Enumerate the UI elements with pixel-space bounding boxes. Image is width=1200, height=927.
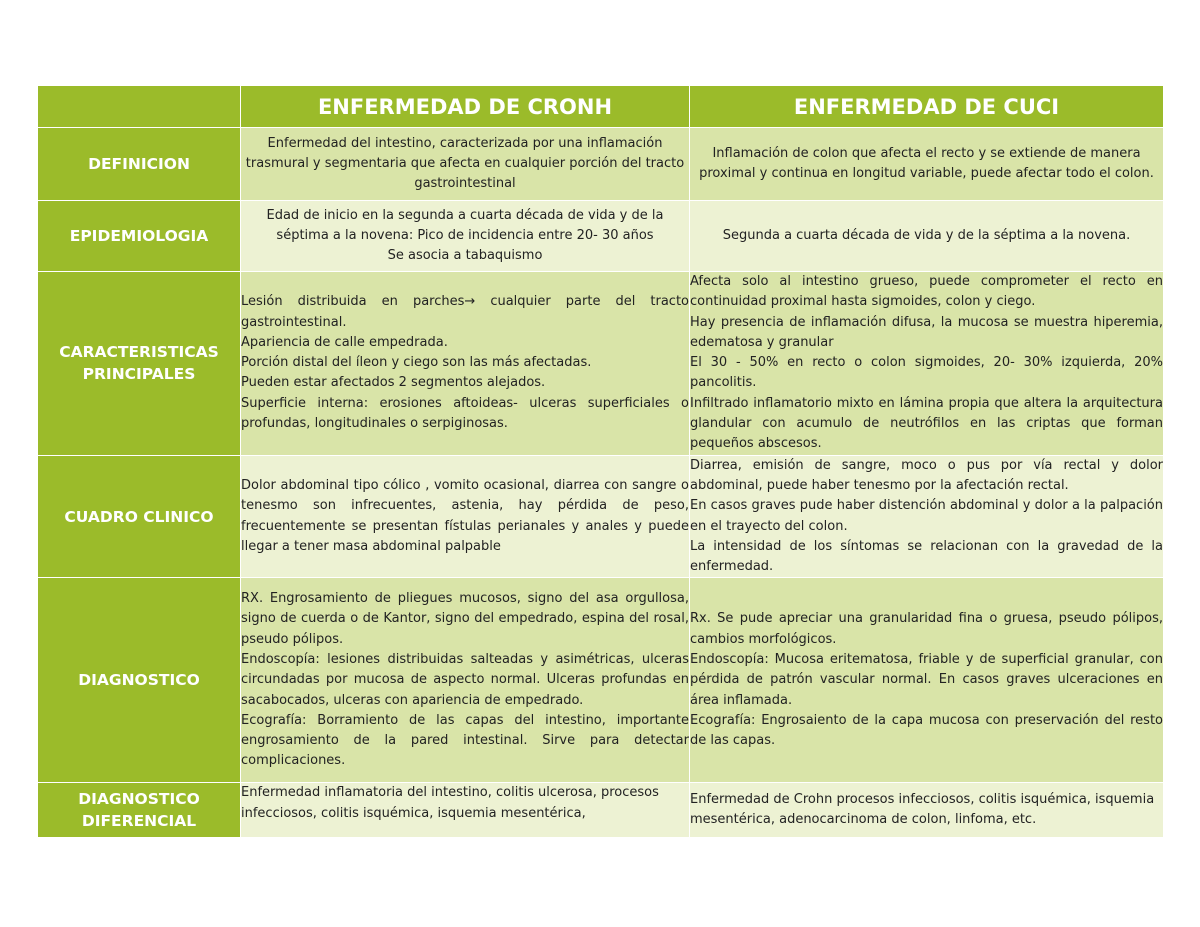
cell-crohn [241,272,690,456]
cell-text: Ecografía: Borramiento de las capas del intestino, importante engrosamiento de la pared intestinal. Sirve para detectar complicaciones. [241,712,689,769]
row-definicion [38,128,1164,201]
cell-cuci [690,201,1164,272]
row-diagnostico-diferencial [38,783,1164,838]
cell-text: Apariencia de calle empedrada. [241,334,448,350]
comparison-table [37,85,1164,838]
cell-text: Pueden estar afectados 2 segmentos alejados. [241,375,546,391]
row-diagnostico [38,578,1164,783]
cell-text: Rx. Se pude apreciar una granularidad fina o gruesa, pseudo pólipos, cambios morfológicos. [690,611,1163,647]
cell-crohn [241,783,690,838]
cell-text: Superficie interna: erosiones aftoideas- ulceras superficiales o profundas, longitudinales o serpiginosas. [241,395,689,432]
cell-text: RX. Engrosamiento de pliegues mucosos, signo del asa orgullosa, signo de cuerda o de Kantor, signo del empedrado, espina del rosal, pseudo pólipos. [241,591,689,647]
row-label: CARACTERISTICAS PRINCIPALES [38,272,241,456]
cell-text: Edad de inicio en la segunda a cuarta década de vida y de la séptima a la novena: Pico de incidencia entre 20- 30 años [266,207,664,243]
cell-text: Ecografía: Engrosaiento de la capa mucosa con preservación del resto de las capas. [690,712,1163,749]
row-cuadro-clinico [38,455,1164,578]
cell-text: Segunda a cuarta década de vida y de la séptima a la novena. [722,227,1131,243]
cell-text: En casos graves pude haber distención abdominal y dolor a la palpación en el trayecto del colon. [690,498,1163,534]
row-caracteristicas [38,272,1164,456]
cell-text: Endoscopía: Mucosa eritematosa, friable y de superficial granular, con pérdida de patrón vascular normal. En casos graves ulceraciones en área inflamada. [690,652,1163,708]
cell-crohn [241,201,690,272]
header-crohn: ENFERMEDAD DE CRONH [241,86,690,128]
cell-text: Se asocia a tabaquismo [387,248,543,264]
row-label: CUADRO CLINICO [38,455,241,578]
cell-text: Enfermedad inflamatoria del intestino, colitis ulcerosa, procesos infecciosos, colitis isquémica, isquemia mesentérica, [241,785,659,821]
cell-text: La intensidad de los síntomas se relacionan con la gravedad de la enfermedad. [690,538,1163,575]
cell-text: Inflamación de colon que afecta el recto y se extiende de manera proximal y continua en longitud variable, puede afectar todo el colon. [699,145,1154,181]
cell-text: Afecta solo al intestino grueso, puede comprometer el recto en continuidad proximal hasta sigmoides, colon y ciego. [690,274,1163,310]
cell-cuci [690,455,1164,578]
cell-crohn [241,578,690,783]
cell-text: El 30 - 50% en recto o colon sigmoides, 20- 30% izquierda, 20% pancolitis. [690,355,1163,391]
cell-text: Diarrea, emisión de sangre, moco o pus por vía rectal y dolor abdominal, puede haber tenesmo por la afectación rectal. [690,457,1163,493]
cell-text: Dolor abdominal tipo cólico , vomito ocasional, diarrea con sangre o tenesmo son infrecuentes, astenia, hay pérdida de peso, frecuentemente se presentan fístulas perianales y anales y puede llegar a tener masa abdominal palpable [241,477,689,554]
cell-cuci [690,783,1164,838]
cell-crohn [241,455,690,578]
cell-crohn [241,128,690,201]
header-cuci: ENFERMEDAD DE CUCI [690,86,1164,128]
cell-text: Enfermedad de Crohn procesos infecciosos, colitis isquémica, isquemia mesentérica, adenocarcinoma de colon, linfoma, etc. [690,792,1155,828]
header-corner-cell [38,86,241,128]
cell-cuci [690,128,1164,201]
cell-text: Endoscopía: lesiones distribuidas salteadas y asimétricas, ulceras circundadas por mucosa de aspecto normal. Ulceras profundas en sacabocados, ulceras con apariencia de empedrado. [241,652,689,708]
row-epidemiologia [38,201,1164,272]
row-label: DEFINICION [38,128,241,201]
cell-cuci [690,272,1164,456]
cell-cuci [690,578,1164,783]
cell-text: Porción distal del íleon y ciego son las más afectadas. [241,355,592,371]
row-label: EPIDEMIOLOGIA [38,201,241,272]
cell-text: Infiltrado inflamatorio mixto en lámina propia que altera la arquitectura glandular con acumulo de neutrófilos en las criptas que forman pequeños abscesos. [690,395,1163,452]
cell-text: Hay presencia de inflamación difusa, la mucosa se muestra hiperemia, edematosa y granular [690,314,1163,350]
cell-text: Lesión distribuida en parches→ cualquier parte del tracto gastrointestinal. [241,294,689,330]
header-row [38,86,1164,128]
row-label: DIAGNOSTICO [38,578,241,783]
cell-text: Enfermedad del intestino, caracterizada por una inflamación trasmural y segmentaria que afecta en cualquier porción del tracto gastrointestinal [245,135,685,192]
row-label: DIAGNOSTICO DIFERENCIAL [38,783,241,838]
